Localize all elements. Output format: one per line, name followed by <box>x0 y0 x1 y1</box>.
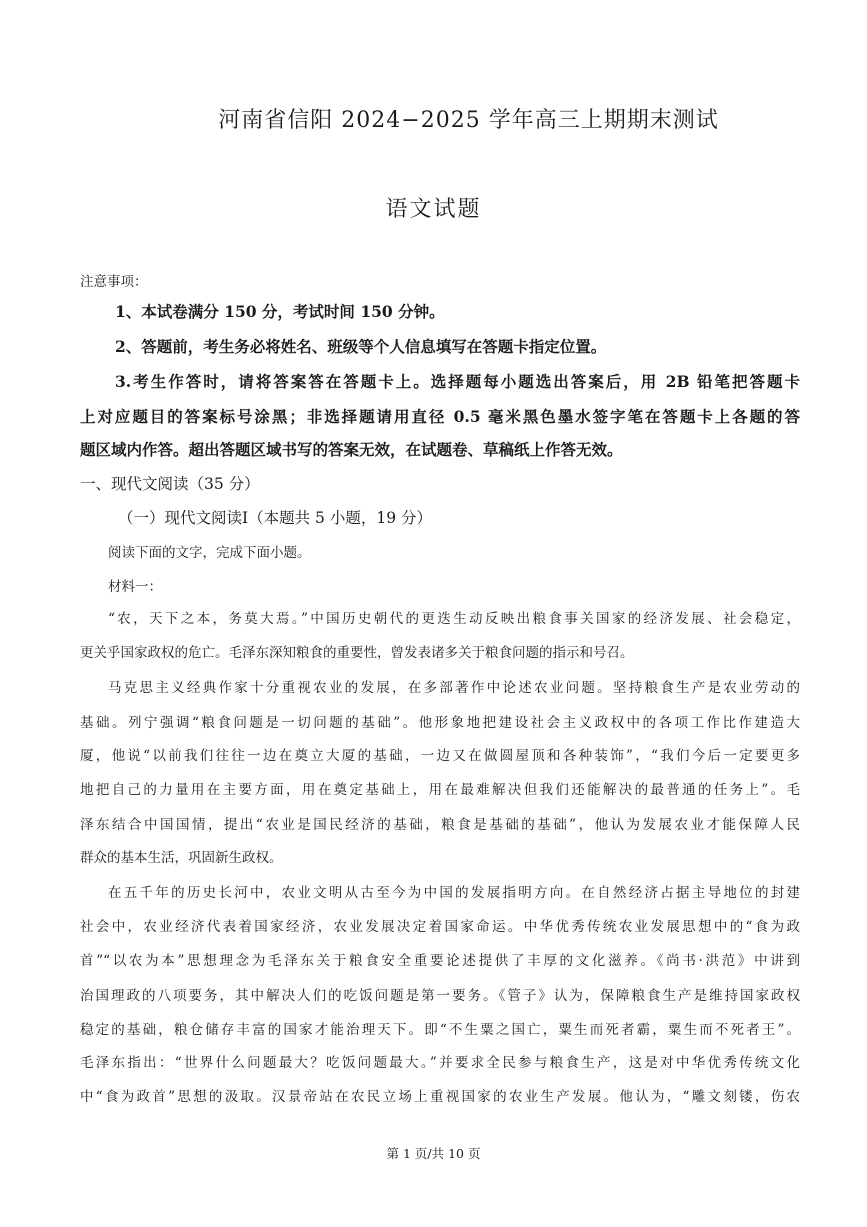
passage-line: 基础。列宁强调“粮食问题是一切问题的基础”。他形象地把建设社会主义政权中的各项工作比作建造大 <box>80 715 800 731</box>
passage-line: 群众的基本生活，巩固新生政权。 <box>80 850 283 866</box>
passage-line: 马克思主义经典作家十分重视农业的发展，在多部著作中论述农业问题。坚持粮食生产是农业劳动的 <box>108 680 800 696</box>
passage-line: 地把自己的力量用在主要方面，用在奠定基础上，用在最难解决但我们还能解决的最普通的任务上”。毛 <box>80 782 800 798</box>
passage-line: 社会中，农业经济代表着国家经济，农业发展决定着国家命运。中华优秀传统农业发展思想中的“食为政 <box>80 919 800 935</box>
material-label: 材料一： <box>108 579 162 595</box>
passage-line: 首”“以农为本”思想理念为毛泽东关于粮食安全重要论述提供了丰厚的文化滋养。《尚书·洪范》中讲到 <box>80 953 800 969</box>
passage-line: 在五千年的历史长河中，农业文明从古至今为中国的发展指明方向。在自然经济占据主导地位的封建 <box>108 885 800 901</box>
section-heading: 一、现代文阅读（35 分） <box>80 475 260 493</box>
passage-line: 毛泽东指出：“世界什么问题最大？吃饭问题最大。”并要求全民参与粮食生产，这是对中华优秀传统文化 <box>80 1055 800 1071</box>
notice-item: 题区域内作答。超出答题区域书写的答案无效，在试题卷、草稿纸上作答无效。 <box>80 440 623 459</box>
notice-item: 1、本试卷满分 150 分，考试时间 150 分钟。 <box>115 302 445 321</box>
page-title: 河南省信阳 2024−2025 学年高三上期期末测试 <box>218 108 719 133</box>
passage-line: 厦，他说“以前我们往往一边在奠立大厦的基础，一边又在做圆屋顶和各种装饰”，“我们今后一定要更多 <box>80 748 800 764</box>
passage-line: 中“食为政首”思想的汲取。汉景帝站在农民立场上重视国家的农业生产发展。他认为，“雕文刻镂，伤农 <box>80 1089 800 1105</box>
notice-heading: 注意事项： <box>80 274 148 290</box>
passage-line: “农，天下之本，务莫大焉。”中国历史朝代的更迭生动反映出粮食事关国家的经济发展、社会稳定， <box>108 611 800 627</box>
section-subheading: （一）现代文阅读Ⅰ（本题共 5 小题，19 分） <box>118 509 432 527</box>
passage-line: 泽东结合中国国情，提出“农业是国民经济的基础，粮食是基础的基础”，他认为发展农业才能保障人民 <box>80 817 800 833</box>
notice-item: 2、答题前，考生务必将姓名、班级等个人信息填写在答题卡指定位置。 <box>115 337 607 356</box>
passage-line: 更关乎国家政权的危亡。毛泽东深知粮食的重要性，曾发表诸多关于粮食问题的指示和号召。 <box>80 645 634 661</box>
reading-instruction: 阅读下面的文字，完成下面小题。 <box>108 545 311 561</box>
page-number: 第 1 页/共 10 页 <box>386 1146 481 1161</box>
notice-item: 3.考生作答时，请将答案答在答题卡上。选择题每小题选出答案后，用 2B 铅笔把答题卡 <box>115 372 800 391</box>
notice-item: 上对应题目的答案标号涂黑；非选择题请用直径 0.5 毫米黑色墨水签字笔在答题卡上各题的答 <box>80 407 800 426</box>
passage-line: 治国理政的八项要务，其中解决人们的吃饭问题是第一要务。《管子》认为，保障粮食生产是维持国家政权 <box>80 988 800 1004</box>
page-subtitle: 语文试题 <box>385 197 482 222</box>
passage-line: 稳定的基础，粮仓储存丰富的国家才能治理天下。即“不生粟之国亡，粟生而死者霸，粟生而不死者王”。 <box>80 1022 800 1038</box>
